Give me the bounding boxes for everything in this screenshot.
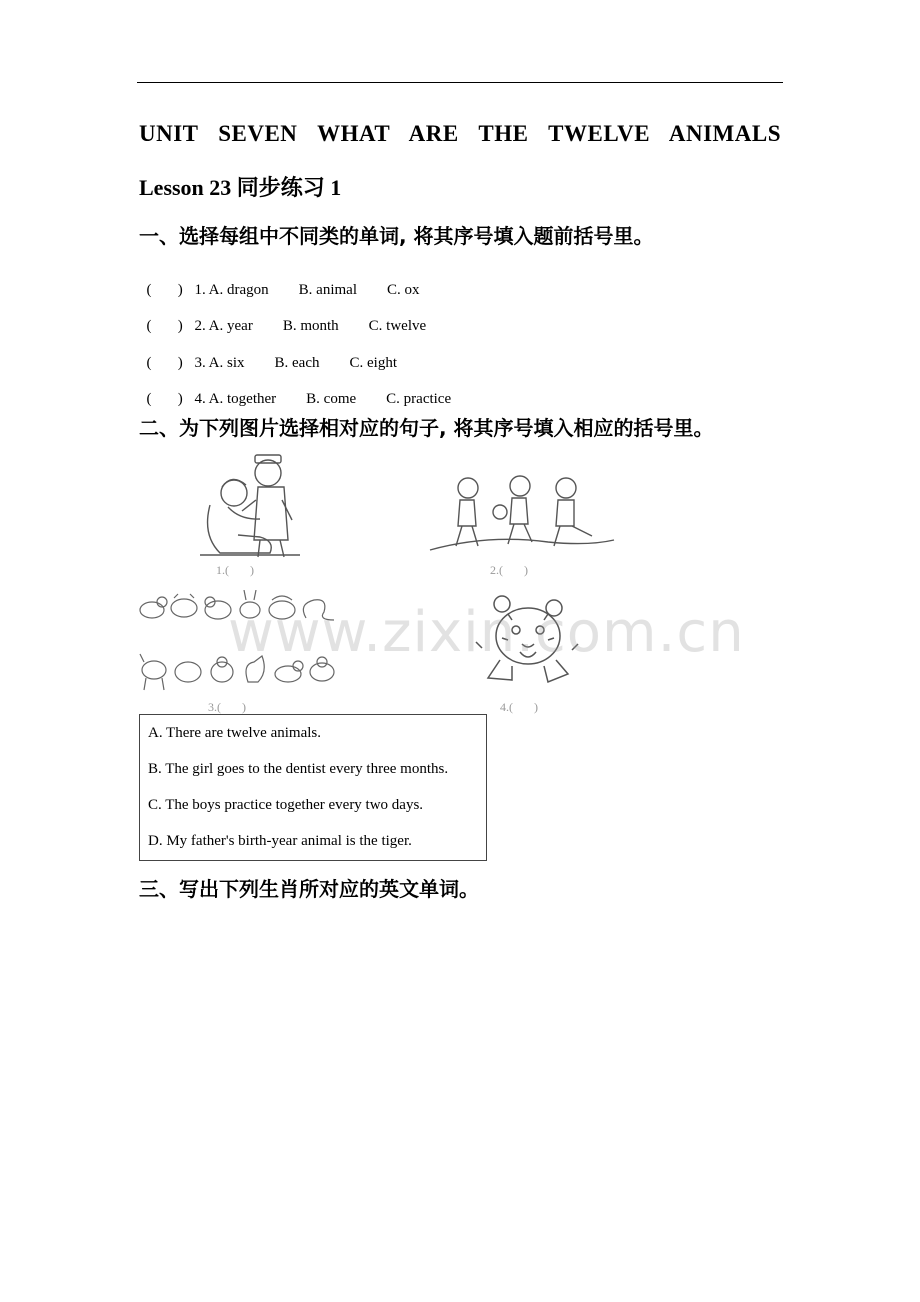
question-4 [139, 374, 451, 408]
option-sentence-d: D. My father's birth-year animal is the tiger. [148, 833, 412, 849]
answer-paren[interactable]: ( ) [146, 282, 183, 298]
option-sentence-a: A. There are twelve animals. [148, 725, 321, 741]
answer-paren[interactable]: ( ) [146, 391, 183, 407]
option-a: 2. A. year [194, 318, 253, 334]
option-b: B. each [274, 355, 320, 371]
section3-heading: 三、写出下列生肖所对应的英文单词。 [139, 877, 479, 901]
option-c: C. twelve [368, 318, 427, 334]
picture-2-caption[interactable]: 2.( ) [490, 563, 528, 577]
picture-4-caption[interactable]: 4.( ) [500, 700, 538, 714]
option-a: 1. A. dragon [194, 282, 269, 298]
question-2 [139, 301, 426, 335]
unit-title: UNIT SEVEN WHAT ARE THE TWELVE ANIMALS [139, 121, 781, 146]
section2-heading: 二、为下列图片选择相对应的句子, 将其序号填入相应的括号里。 [139, 416, 714, 440]
option-b: B. month [282, 318, 339, 334]
boys-football-illustration [428, 470, 618, 560]
dentist-illustration [180, 445, 330, 563]
option-sentence-c: C. The boys practice together every two days. [148, 797, 424, 813]
question-3 [139, 338, 397, 372]
answer-paren[interactable]: ( ) [146, 355, 183, 371]
sentence-options-box [139, 714, 487, 861]
picture-3-caption[interactable]: 3.( ) [208, 700, 246, 714]
option-sentence-b: B. The girl goes to the dentist every three months. [148, 761, 449, 777]
option-a: 4. A. together [194, 391, 277, 407]
section1-heading: 一、选择每组中不同类的单词, 将其序号填入题前括号里。 [139, 224, 654, 248]
option-b: B. come [306, 391, 357, 407]
watermark: www.zixin.com.cn [228, 600, 745, 665]
option-a: 3. A. six [194, 355, 245, 371]
option-b: B. animal [298, 282, 357, 298]
option-c: C. practice [386, 391, 452, 407]
question-1 [139, 265, 420, 299]
picture-1-caption[interactable]: 1.( ) [216, 563, 254, 577]
header-rule [137, 82, 783, 83]
answer-paren[interactable]: ( ) [146, 318, 183, 334]
option-c: C. ox [387, 282, 420, 298]
lesson-title: Lesson 23 同步练习 1 [139, 175, 342, 200]
option-c: C. eight [349, 355, 397, 371]
